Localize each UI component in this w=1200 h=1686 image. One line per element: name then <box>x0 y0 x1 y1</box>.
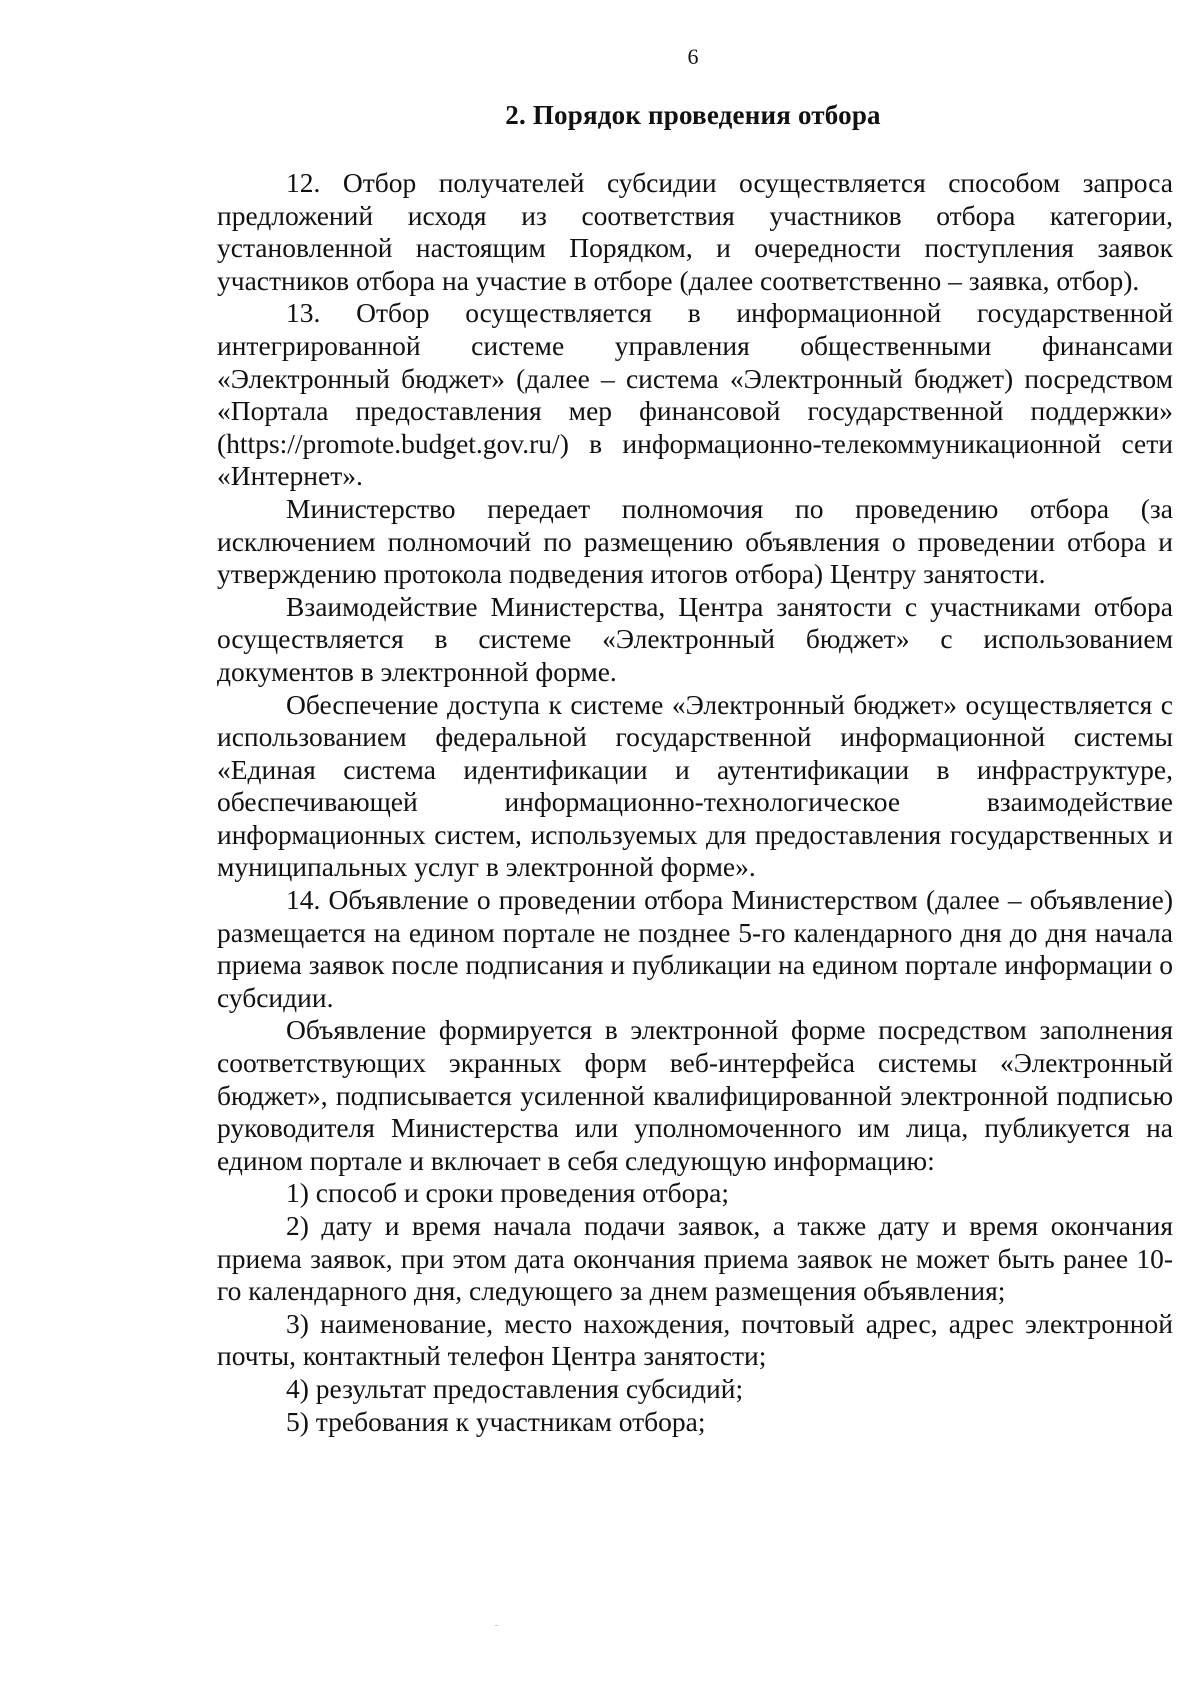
paragraph-interaction: Взаимодействие Министерства, Центра занятости с участниками отбора осуществляется в системе «Электронный бюджет» с использованием документов в электронной форме. <box>217 590 1173 687</box>
paragraph-13: 13. Отбор осуществляется в информационной государственной интегрированной системе управления общественными финансами «Электронный бюджет» (далее – система «Электронный бюджет) посредством «Портала предоставления мер финансовой государственной поддержки» (https://promote.budget.gov.ru/) в информационно-телекоммуникационной сети «Интернет». <box>217 297 1173 492</box>
list-item: 5) требования к участникам отбора; <box>286 1405 706 1437</box>
document-body <box>217 167 1173 1438</box>
paragraph-access: Обеспечение доступа к системе «Электронный бюджет» осуществляется с использованием федеральной государственной информационной системы «Единая система идентификации и аутентификации в инфраструктуре, обеспечивающей информационно-технологическое взаимодействие информационных систем, используемых для предоставления государственных и муниципальных услуг в электронной форме». <box>217 688 1173 883</box>
paragraph-12: 12. Отбор получателей субсидии осуществляется способом запроса предложений исходя из соответствия участников отбора категории, установленной настоящим Порядком, и очередности поступления заявок участников отбора на участие в отборе (далее соответственно – заявка, отбор). <box>217 167 1173 296</box>
list-item: 1) способ и сроки проведения отбора; <box>286 1177 729 1209</box>
section-heading: 2. Порядок проведения отбора <box>505 100 881 130</box>
list-item: 4) результат предоставления субсидий; <box>286 1372 744 1404</box>
paragraph-ministry-powers: Министерство передает полномочия по проведению отбора (за исключением полномочий по размещению объявления о проведении отбора и утверждению протокола подведения итогов отбора) Центру занятости. <box>217 492 1173 590</box>
paragraph-14: 14. Объявление о проведении отбора Министерством (далее – объявление) размещается на едином портале не позднее 5-го календарного дня до дня начала приема заявок после подписания и публикации на едином портале информации о субсидии. <box>217 884 1173 1013</box>
paragraph-announcement-form: Объявление формируется в электронной форме посредством заполнения соответствующих экранных форм веб-интерфейса системы «Электронный бюджет», подписывается усиленной квалифицированной электронной подписью руководителя Министерства или уполномоченного им лица, публикуется на едином портале и включает в себя следующую информацию: <box>217 1014 1173 1176</box>
list-item: 3) наименование, место нахождения, почтовый адрес, адрес электронной почты, контактный телефон Центра занятости; <box>217 1307 1173 1372</box>
page-number: 6 <box>687 44 699 69</box>
list-item: 2) дату и время начала подачи заявок, а также дату и время окончания приема заявок, при этом дата окончания приема заявок не может быть ранее 10-го календарного дня, следующего за днем размещения объявления; <box>217 1210 1173 1307</box>
scan-speck <box>495 1625 498 1626</box>
